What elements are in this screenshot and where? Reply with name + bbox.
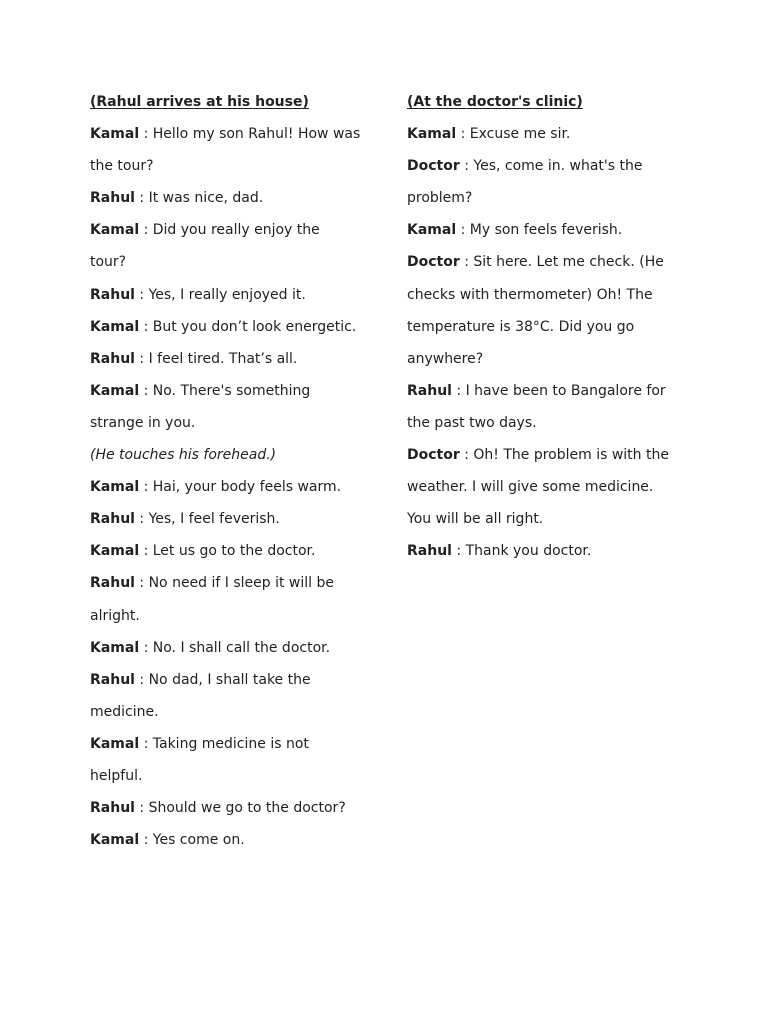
dialogue-text: : I feel tired. That’s all.	[134, 350, 298, 367]
dialogue-line	[90, 824, 380, 856]
speaker-name: Kamal	[90, 639, 140, 656]
dialogue-text: problem?	[407, 190, 473, 207]
dialogue-line	[90, 728, 380, 760]
dialogue-text: the past two days.	[407, 414, 537, 431]
dialogue-line	[407, 214, 697, 246]
speaker-name: Rahul	[407, 382, 452, 399]
dialogue-line	[90, 600, 380, 632]
speaker-name: Doctor	[407, 447, 460, 464]
speaker-name: Rahul	[90, 511, 135, 528]
dialogue-lines	[407, 118, 697, 567]
dialogue-text: : Yes come on.	[139, 832, 245, 849]
dialogue-line	[407, 407, 697, 439]
speaker-name: Kamal	[407, 222, 457, 239]
dialogue-text: : Thank you doctor.	[451, 543, 592, 560]
dialogue-line	[90, 792, 380, 824]
dialogue-line	[90, 760, 380, 792]
dialogue-line	[407, 279, 697, 311]
speaker-name: Kamal	[407, 126, 457, 143]
speaker-name: Rahul	[90, 350, 135, 367]
dialogue-line	[90, 246, 380, 278]
dialogue-text: the tour?	[90, 158, 154, 175]
speaker-name: Kamal	[90, 735, 140, 752]
dialogue-text: alright.	[90, 607, 140, 624]
speaker-name: Kamal	[90, 479, 140, 496]
speaker-name: Doctor	[407, 254, 460, 271]
dialogue-text: : Should we go to the doctor?	[134, 800, 346, 817]
dialogue-text: : It was nice, dad.	[134, 190, 264, 207]
scene-heading: (Rahul arrives at his house)	[90, 94, 309, 110]
dialogue-line	[90, 471, 380, 503]
speaker-name: Doctor	[407, 158, 460, 175]
dialogue-text: medicine.	[90, 703, 159, 720]
dialogue-line	[90, 567, 380, 599]
dialogue-text: : No dad, I shall take the	[134, 671, 311, 688]
dialogue-text: You will be all right.	[407, 511, 544, 528]
speaker-name: Kamal	[90, 543, 140, 560]
dialogue-text: : My son feels feverish.	[456, 222, 623, 239]
dialogue-line	[407, 246, 697, 278]
speaker-name: Rahul	[90, 190, 135, 207]
dialogue-line	[407, 503, 697, 535]
dialogue-line	[407, 375, 697, 407]
speaker-name: Rahul	[407, 543, 452, 560]
dialogue-text: anywhere?	[407, 350, 484, 367]
speaker-name: Rahul	[90, 286, 135, 303]
dialogue-text: : But you don’t look energetic.	[139, 318, 357, 335]
dialogue-line	[90, 311, 380, 343]
dialogue-text: : Yes, I really enjoyed it.	[134, 286, 306, 303]
dialogue-line	[407, 311, 697, 343]
dialogue-line	[90, 696, 380, 728]
dialogue-text: : Hai, your body feels warm.	[139, 479, 342, 496]
scene-heading: (At the doctor's clinic)	[407, 94, 583, 110]
dialogue-text: tour?	[90, 254, 127, 271]
speaker-name: Kamal	[90, 318, 140, 335]
stage-direction: (He touches his forehead.)	[90, 447, 277, 464]
dialogue-text: : Yes, I feel feverish.	[134, 511, 280, 528]
speaker-name: Kamal	[90, 126, 140, 143]
speaker-name: Kamal	[90, 222, 140, 239]
dialogue-line	[407, 343, 697, 375]
speaker-name: Kamal	[90, 832, 140, 849]
dialogue-text: : Yes, come in. what's the	[459, 158, 643, 175]
dialogue-text: : Hello my son Rahul! How was	[139, 126, 361, 143]
dialogue-text: helpful.	[90, 767, 143, 784]
dialogue-text: : Did you really enjoy the	[139, 222, 320, 239]
dialogue-line	[90, 182, 380, 214]
dialogue-text: : No need if I sleep it will be	[134, 575, 335, 592]
dialogue-line	[407, 118, 697, 150]
dialogue-text: weather. I will give some medicine.	[407, 479, 654, 496]
dialogue-line	[90, 118, 380, 150]
dialogue-line	[90, 150, 380, 182]
dialogue-text: : I have been to Bangalore for	[451, 382, 666, 399]
dialogue-text: : Sit here. Let me check. (He	[459, 254, 664, 271]
dialogue-line	[90, 407, 380, 439]
dialogue-line	[90, 664, 380, 696]
dialogue-line	[90, 535, 380, 567]
dialogue-line	[90, 632, 380, 664]
dialogue-lines	[90, 118, 380, 856]
dialogue-line	[407, 471, 697, 503]
dialogue-line	[90, 439, 380, 471]
dialogue-text: : No. There's something	[139, 382, 311, 399]
dialogue-text: : Let us go to the doctor.	[139, 543, 316, 560]
dialogue-line	[407, 150, 697, 182]
left-column-scene-home	[90, 86, 380, 856]
speaker-name: Rahul	[90, 575, 135, 592]
dialogue-line	[407, 439, 697, 471]
dialogue-text: strange in you.	[90, 414, 196, 431]
speaker-name: Rahul	[90, 671, 135, 688]
right-column-scene-clinic	[407, 86, 697, 567]
speaker-name: Rahul	[90, 800, 135, 817]
dialogue-text: : Excuse me sir.	[456, 126, 571, 143]
dialogue-line	[90, 343, 380, 375]
dialogue-text: checks with thermometer) Oh! The	[407, 286, 653, 303]
dialogue-text: temperature is 38°C. Did you go	[407, 318, 635, 335]
dialogue-line	[407, 535, 697, 567]
dialogue-line	[90, 503, 380, 535]
dialogue-line	[90, 375, 380, 407]
dialogue-line	[90, 214, 380, 246]
dialogue-line	[407, 182, 697, 214]
speaker-name: Kamal	[90, 382, 140, 399]
dialogue-text: : No. I shall call the doctor.	[139, 639, 331, 656]
dialogue-text: : Taking medicine is not	[139, 735, 309, 752]
dialogue-line	[90, 279, 380, 311]
dialogue-text: : Oh! The problem is with the	[459, 447, 669, 464]
